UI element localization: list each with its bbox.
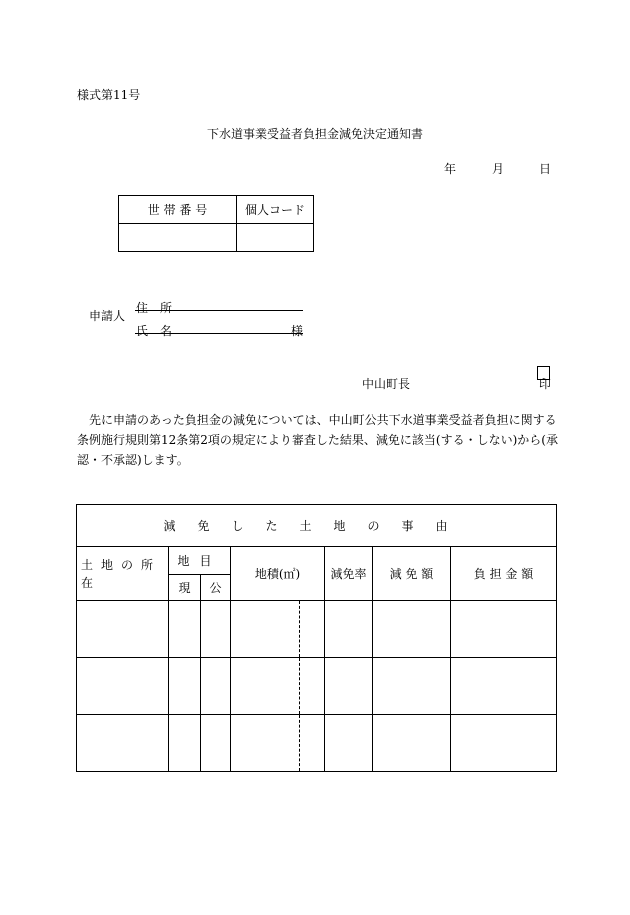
body-line-1: 先に申請のあった負担金の減免については、中山町公共下水道事業受益者負担に関する <box>89 413 557 427</box>
reduction-cell[interactable] <box>373 715 451 772</box>
area-cell[interactable] <box>231 658 325 715</box>
public-cell[interactable] <box>201 715 231 772</box>
body-line-2: 条例施行規則第12条第2項の規定により審査した結果、減免に該当(する・しない)から(承 <box>77 433 558 447</box>
location-cell[interactable] <box>77 601 169 658</box>
current-category-header: 現 <box>169 575 201 601</box>
address-field[interactable] <box>135 310 303 311</box>
date-year-label: 年 <box>444 162 457 176</box>
area-cell[interactable] <box>231 715 325 772</box>
public-cell[interactable] <box>201 601 231 658</box>
reduction-cell[interactable] <box>373 658 451 715</box>
current-cell[interactable] <box>169 715 201 772</box>
location-cell[interactable] <box>77 715 169 772</box>
date-month-label: 月 <box>492 162 505 176</box>
area-divider <box>299 715 300 771</box>
form-number: 様式第11号 <box>77 88 141 102</box>
reduction-table <box>76 504 557 772</box>
charge-cell[interactable] <box>451 601 557 658</box>
public-category-header: 公 <box>201 575 231 601</box>
applicant-label: 申請人 <box>89 309 126 323</box>
rate-header: 減免率 <box>325 547 373 601</box>
area-cell[interactable] <box>231 601 325 658</box>
notice-body <box>77 410 557 470</box>
charge-cell[interactable] <box>451 715 557 772</box>
land-category-header: 地目 <box>169 547 231 575</box>
reduction-amount-header: 減 免 額 <box>373 547 451 601</box>
rate-cell[interactable] <box>325 715 373 772</box>
issuer-title: 中山町長 <box>362 377 411 391</box>
household-number-header: 世 帯 番 号 <box>119 196 237 224</box>
name-label: 氏名 <box>136 324 185 338</box>
honorific: 様 <box>291 324 304 338</box>
location-header: 土地の所在 <box>77 547 169 601</box>
personal-code-header: 個人コード <box>237 196 314 224</box>
table-row <box>77 658 557 715</box>
body-line-3: 認・不承認)します。 <box>77 453 189 467</box>
current-cell[interactable] <box>169 658 201 715</box>
reduction-cell[interactable] <box>373 601 451 658</box>
area-header: 地積(㎡) <box>231 547 325 601</box>
area-divider <box>299 601 300 657</box>
area-divider <box>299 658 300 714</box>
household-number-field[interactable] <box>119 224 237 252</box>
id-table <box>118 195 314 252</box>
charge-cell[interactable] <box>451 658 557 715</box>
document-title: 下水道事業受益者負担金減免決定通知書 <box>206 127 423 141</box>
name-field[interactable] <box>135 333 303 334</box>
rate-cell[interactable] <box>325 658 373 715</box>
personal-code-field[interactable] <box>237 224 314 252</box>
public-cell[interactable] <box>201 658 231 715</box>
table-title: 減免した土地の事由 <box>77 505 557 547</box>
charge-amount-header: 負 担 金 額 <box>451 547 557 601</box>
seal-mark: 印 <box>539 377 552 391</box>
table-row <box>77 601 557 658</box>
date-day-label: 日 <box>539 162 552 176</box>
rate-cell[interactable] <box>325 601 373 658</box>
current-cell[interactable] <box>169 601 201 658</box>
table-row <box>77 715 557 772</box>
address-label: 住所 <box>136 301 185 315</box>
location-cell[interactable] <box>77 658 169 715</box>
